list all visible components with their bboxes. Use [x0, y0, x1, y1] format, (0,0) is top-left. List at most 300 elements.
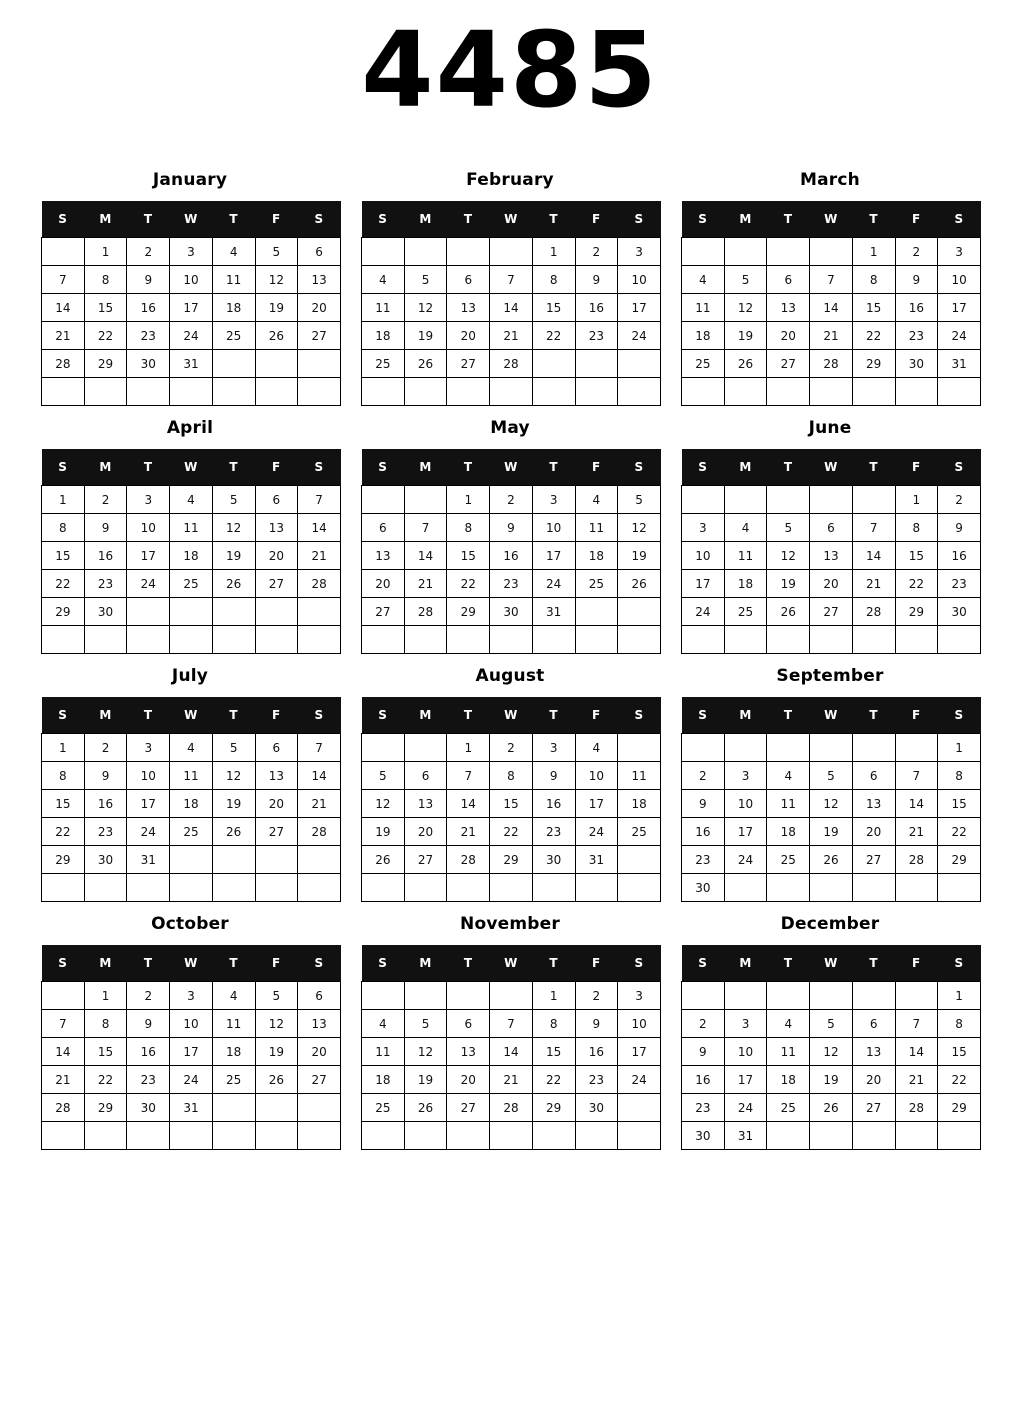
day-cell[interactable]: 26: [810, 1094, 853, 1122]
day-cell[interactable]: 19: [404, 322, 447, 350]
day-cell[interactable]: 11: [767, 790, 810, 818]
day-cell[interactable]: 20: [298, 294, 341, 322]
day-cell[interactable]: 16: [938, 542, 981, 570]
day-cell[interactable]: 6: [810, 514, 853, 542]
day-cell[interactable]: 19: [618, 542, 661, 570]
day-cell[interactable]: 6: [852, 1010, 895, 1038]
day-cell[interactable]: 7: [895, 1010, 938, 1038]
day-cell[interactable]: 31: [532, 598, 575, 626]
day-cell[interactable]: 18: [212, 294, 255, 322]
day-cell[interactable]: 21: [298, 790, 341, 818]
day-cell[interactable]: 13: [298, 1010, 341, 1038]
day-cell[interactable]: 1: [938, 982, 981, 1010]
day-cell[interactable]: 11: [362, 1038, 405, 1066]
day-cell[interactable]: 23: [490, 570, 533, 598]
day-cell[interactable]: 22: [532, 322, 575, 350]
day-cell[interactable]: 25: [170, 818, 213, 846]
day-cell[interactable]: 31: [938, 350, 981, 378]
day-cell[interactable]: 31: [575, 846, 618, 874]
day-cell[interactable]: 28: [490, 350, 533, 378]
day-cell[interactable]: 17: [170, 1038, 213, 1066]
day-cell[interactable]: 12: [255, 1010, 298, 1038]
day-cell[interactable]: 26: [212, 570, 255, 598]
day-cell[interactable]: 22: [938, 818, 981, 846]
day-cell[interactable]: 13: [767, 294, 810, 322]
day-cell[interactable]: 26: [810, 846, 853, 874]
day-cell[interactable]: 13: [447, 294, 490, 322]
day-cell[interactable]: 11: [724, 542, 767, 570]
day-cell[interactable]: 21: [895, 818, 938, 846]
day-cell[interactable]: 28: [42, 1094, 85, 1122]
day-cell[interactable]: 12: [404, 294, 447, 322]
day-cell[interactable]: 23: [84, 818, 127, 846]
day-cell[interactable]: 18: [682, 322, 725, 350]
day-cell[interactable]: 22: [852, 322, 895, 350]
day-cell[interactable]: 12: [404, 1038, 447, 1066]
day-cell[interactable]: 9: [682, 1038, 725, 1066]
day-cell[interactable]: 18: [170, 790, 213, 818]
day-cell[interactable]: 10: [127, 514, 170, 542]
day-cell[interactable]: 10: [127, 762, 170, 790]
day-cell[interactable]: 15: [532, 1038, 575, 1066]
day-cell[interactable]: 28: [852, 598, 895, 626]
day-cell[interactable]: 5: [404, 266, 447, 294]
day-cell[interactable]: 22: [490, 818, 533, 846]
day-cell[interactable]: 8: [84, 266, 127, 294]
day-cell[interactable]: 9: [490, 514, 533, 542]
day-cell[interactable]: 26: [212, 818, 255, 846]
day-cell[interactable]: 2: [895, 238, 938, 266]
day-cell[interactable]: 14: [852, 542, 895, 570]
day-cell[interactable]: 27: [852, 846, 895, 874]
day-cell[interactable]: 6: [404, 762, 447, 790]
day-cell[interactable]: 11: [575, 514, 618, 542]
day-cell[interactable]: 3: [682, 514, 725, 542]
day-cell[interactable]: 11: [170, 514, 213, 542]
day-cell[interactable]: 13: [255, 762, 298, 790]
day-cell[interactable]: 26: [362, 846, 405, 874]
day-cell[interactable]: 30: [127, 1094, 170, 1122]
day-cell[interactable]: 17: [724, 1066, 767, 1094]
day-cell[interactable]: 19: [724, 322, 767, 350]
day-cell[interactable]: 16: [127, 294, 170, 322]
day-cell[interactable]: 15: [852, 294, 895, 322]
day-cell[interactable]: 5: [212, 734, 255, 762]
day-cell[interactable]: 5: [212, 486, 255, 514]
day-cell[interactable]: 7: [298, 734, 341, 762]
day-cell[interactable]: 4: [767, 1010, 810, 1038]
day-cell[interactable]: 29: [532, 1094, 575, 1122]
day-cell[interactable]: 25: [767, 846, 810, 874]
day-cell[interactable]: 30: [682, 874, 725, 902]
day-cell[interactable]: 23: [575, 322, 618, 350]
day-cell[interactable]: 20: [447, 322, 490, 350]
day-cell[interactable]: 26: [255, 322, 298, 350]
day-cell[interactable]: 22: [895, 570, 938, 598]
day-cell[interactable]: 30: [490, 598, 533, 626]
day-cell[interactable]: 18: [362, 1066, 405, 1094]
day-cell[interactable]: 1: [42, 486, 85, 514]
day-cell[interactable]: 4: [212, 982, 255, 1010]
day-cell[interactable]: 29: [42, 598, 85, 626]
day-cell[interactable]: 4: [170, 486, 213, 514]
day-cell[interactable]: 2: [490, 734, 533, 762]
day-cell[interactable]: 20: [255, 542, 298, 570]
day-cell[interactable]: 10: [575, 762, 618, 790]
day-cell[interactable]: 10: [938, 266, 981, 294]
day-cell[interactable]: 23: [895, 322, 938, 350]
day-cell[interactable]: 8: [895, 514, 938, 542]
day-cell[interactable]: 4: [682, 266, 725, 294]
day-cell[interactable]: 18: [724, 570, 767, 598]
day-cell[interactable]: 25: [170, 570, 213, 598]
day-cell[interactable]: 20: [852, 1066, 895, 1094]
day-cell[interactable]: 9: [682, 790, 725, 818]
day-cell[interactable]: 15: [42, 542, 85, 570]
day-cell[interactable]: 30: [532, 846, 575, 874]
day-cell[interactable]: 18: [362, 322, 405, 350]
day-cell[interactable]: 2: [127, 238, 170, 266]
day-cell[interactable]: 24: [170, 1066, 213, 1094]
day-cell[interactable]: 20: [767, 322, 810, 350]
day-cell[interactable]: 6: [852, 762, 895, 790]
day-cell[interactable]: 9: [84, 514, 127, 542]
day-cell[interactable]: 5: [255, 238, 298, 266]
day-cell[interactable]: 4: [170, 734, 213, 762]
day-cell[interactable]: 14: [895, 790, 938, 818]
day-cell[interactable]: 19: [212, 542, 255, 570]
day-cell[interactable]: 25: [212, 322, 255, 350]
day-cell[interactable]: 30: [84, 598, 127, 626]
day-cell[interactable]: 12: [810, 1038, 853, 1066]
day-cell[interactable]: 17: [682, 570, 725, 598]
day-cell[interactable]: 31: [170, 1094, 213, 1122]
day-cell[interactable]: 9: [575, 1010, 618, 1038]
day-cell[interactable]: 14: [42, 1038, 85, 1066]
day-cell[interactable]: 24: [724, 1094, 767, 1122]
day-cell[interactable]: 6: [255, 486, 298, 514]
day-cell[interactable]: 14: [895, 1038, 938, 1066]
day-cell[interactable]: 5: [767, 514, 810, 542]
day-cell[interactable]: 20: [298, 1038, 341, 1066]
day-cell[interactable]: 24: [724, 846, 767, 874]
day-cell[interactable]: 18: [618, 790, 661, 818]
day-cell[interactable]: 28: [490, 1094, 533, 1122]
day-cell[interactable]: 10: [618, 266, 661, 294]
day-cell[interactable]: 6: [447, 1010, 490, 1038]
day-cell[interactable]: 29: [938, 846, 981, 874]
day-cell[interactable]: 25: [362, 350, 405, 378]
day-cell[interactable]: 12: [212, 514, 255, 542]
day-cell[interactable]: 29: [852, 350, 895, 378]
day-cell[interactable]: 13: [298, 266, 341, 294]
day-cell[interactable]: 22: [84, 322, 127, 350]
day-cell[interactable]: 16: [127, 1038, 170, 1066]
day-cell[interactable]: 29: [938, 1094, 981, 1122]
day-cell[interactable]: 9: [938, 514, 981, 542]
day-cell[interactable]: 16: [575, 294, 618, 322]
day-cell[interactable]: 1: [532, 238, 575, 266]
day-cell[interactable]: 19: [810, 818, 853, 846]
day-cell[interactable]: 27: [362, 598, 405, 626]
day-cell[interactable]: 26: [618, 570, 661, 598]
day-cell[interactable]: 2: [682, 762, 725, 790]
day-cell[interactable]: 18: [170, 542, 213, 570]
day-cell[interactable]: 21: [490, 322, 533, 350]
day-cell[interactable]: 19: [255, 1038, 298, 1066]
day-cell[interactable]: 14: [298, 514, 341, 542]
day-cell[interactable]: 1: [447, 486, 490, 514]
day-cell[interactable]: 29: [84, 350, 127, 378]
day-cell[interactable]: 14: [490, 294, 533, 322]
day-cell[interactable]: 17: [170, 294, 213, 322]
day-cell[interactable]: 28: [404, 598, 447, 626]
day-cell[interactable]: 28: [447, 846, 490, 874]
day-cell[interactable]: 2: [575, 238, 618, 266]
day-cell[interactable]: 7: [298, 486, 341, 514]
day-cell[interactable]: 7: [895, 762, 938, 790]
day-cell[interactable]: 5: [404, 1010, 447, 1038]
day-cell[interactable]: 18: [767, 1066, 810, 1094]
day-cell[interactable]: 17: [127, 790, 170, 818]
day-cell[interactable]: 4: [362, 266, 405, 294]
day-cell[interactable]: 27: [298, 1066, 341, 1094]
day-cell[interactable]: 14: [298, 762, 341, 790]
day-cell[interactable]: 9: [895, 266, 938, 294]
day-cell[interactable]: 26: [255, 1066, 298, 1094]
day-cell[interactable]: 2: [490, 486, 533, 514]
day-cell[interactable]: 1: [938, 734, 981, 762]
day-cell[interactable]: 8: [447, 514, 490, 542]
day-cell[interactable]: 27: [447, 1094, 490, 1122]
day-cell[interactable]: 13: [852, 790, 895, 818]
day-cell[interactable]: 5: [255, 982, 298, 1010]
day-cell[interactable]: 23: [127, 322, 170, 350]
day-cell[interactable]: 24: [127, 570, 170, 598]
day-cell[interactable]: 21: [42, 322, 85, 350]
day-cell[interactable]: 19: [212, 790, 255, 818]
day-cell[interactable]: 2: [84, 734, 127, 762]
day-cell[interactable]: 2: [84, 486, 127, 514]
day-cell[interactable]: 29: [42, 846, 85, 874]
day-cell[interactable]: 16: [84, 542, 127, 570]
day-cell[interactable]: 24: [170, 322, 213, 350]
day-cell[interactable]: 18: [212, 1038, 255, 1066]
day-cell[interactable]: 10: [682, 542, 725, 570]
day-cell[interactable]: 5: [362, 762, 405, 790]
day-cell[interactable]: 3: [532, 734, 575, 762]
day-cell[interactable]: 8: [42, 762, 85, 790]
day-cell[interactable]: 27: [767, 350, 810, 378]
day-cell[interactable]: 8: [42, 514, 85, 542]
day-cell[interactable]: 2: [938, 486, 981, 514]
day-cell[interactable]: 26: [767, 598, 810, 626]
day-cell[interactable]: 19: [810, 1066, 853, 1094]
day-cell[interactable]: 12: [810, 790, 853, 818]
day-cell[interactable]: 19: [767, 570, 810, 598]
day-cell[interactable]: 22: [84, 1066, 127, 1094]
day-cell[interactable]: 11: [212, 1010, 255, 1038]
day-cell[interactable]: 9: [127, 266, 170, 294]
day-cell[interactable]: 10: [532, 514, 575, 542]
day-cell[interactable]: 25: [767, 1094, 810, 1122]
day-cell[interactable]: 6: [767, 266, 810, 294]
day-cell[interactable]: 9: [532, 762, 575, 790]
day-cell[interactable]: 24: [575, 818, 618, 846]
day-cell[interactable]: 30: [938, 598, 981, 626]
day-cell[interactable]: 26: [724, 350, 767, 378]
day-cell[interactable]: 14: [404, 542, 447, 570]
day-cell[interactable]: 21: [895, 1066, 938, 1094]
day-cell[interactable]: 3: [618, 982, 661, 1010]
day-cell[interactable]: 11: [212, 266, 255, 294]
day-cell[interactable]: 28: [810, 350, 853, 378]
day-cell[interactable]: 20: [447, 1066, 490, 1094]
day-cell[interactable]: 31: [170, 350, 213, 378]
day-cell[interactable]: 31: [127, 846, 170, 874]
day-cell[interactable]: 16: [575, 1038, 618, 1066]
day-cell[interactable]: 23: [682, 846, 725, 874]
day-cell[interactable]: 28: [895, 846, 938, 874]
day-cell[interactable]: 3: [724, 762, 767, 790]
day-cell[interactable]: 26: [404, 1094, 447, 1122]
day-cell[interactable]: 3: [170, 238, 213, 266]
day-cell[interactable]: 1: [852, 238, 895, 266]
day-cell[interactable]: 12: [362, 790, 405, 818]
day-cell[interactable]: 11: [362, 294, 405, 322]
day-cell[interactable]: 1: [42, 734, 85, 762]
day-cell[interactable]: 27: [852, 1094, 895, 1122]
day-cell[interactable]: 17: [127, 542, 170, 570]
day-cell[interactable]: 9: [575, 266, 618, 294]
day-cell[interactable]: 4: [575, 486, 618, 514]
day-cell[interactable]: 12: [618, 514, 661, 542]
day-cell[interactable]: 3: [127, 734, 170, 762]
day-cell[interactable]: 24: [682, 598, 725, 626]
day-cell[interactable]: 21: [298, 542, 341, 570]
day-cell[interactable]: 22: [938, 1066, 981, 1094]
day-cell[interactable]: 10: [724, 1038, 767, 1066]
day-cell[interactable]: 6: [447, 266, 490, 294]
day-cell[interactable]: 13: [404, 790, 447, 818]
day-cell[interactable]: 17: [618, 294, 661, 322]
day-cell[interactable]: 29: [84, 1094, 127, 1122]
day-cell[interactable]: 28: [298, 818, 341, 846]
day-cell[interactable]: 24: [938, 322, 981, 350]
day-cell[interactable]: 6: [362, 514, 405, 542]
day-cell[interactable]: 18: [575, 542, 618, 570]
day-cell[interactable]: 28: [298, 570, 341, 598]
day-cell[interactable]: 30: [84, 846, 127, 874]
day-cell[interactable]: 1: [84, 238, 127, 266]
day-cell[interactable]: 30: [895, 350, 938, 378]
day-cell[interactable]: 9: [127, 1010, 170, 1038]
day-cell[interactable]: 22: [42, 818, 85, 846]
day-cell[interactable]: 7: [404, 514, 447, 542]
day-cell[interactable]: 3: [938, 238, 981, 266]
day-cell[interactable]: 30: [682, 1122, 725, 1150]
day-cell[interactable]: 15: [938, 790, 981, 818]
day-cell[interactable]: 19: [362, 818, 405, 846]
day-cell[interactable]: 1: [895, 486, 938, 514]
day-cell[interactable]: 15: [42, 790, 85, 818]
day-cell[interactable]: 21: [810, 322, 853, 350]
day-cell[interactable]: 15: [532, 294, 575, 322]
day-cell[interactable]: 3: [127, 486, 170, 514]
day-cell[interactable]: 15: [895, 542, 938, 570]
day-cell[interactable]: 10: [170, 266, 213, 294]
day-cell[interactable]: 7: [852, 514, 895, 542]
day-cell[interactable]: 24: [532, 570, 575, 598]
day-cell[interactable]: 23: [532, 818, 575, 846]
day-cell[interactable]: 27: [404, 846, 447, 874]
day-cell[interactable]: 28: [895, 1094, 938, 1122]
day-cell[interactable]: 5: [810, 762, 853, 790]
day-cell[interactable]: 29: [895, 598, 938, 626]
day-cell[interactable]: 18: [767, 818, 810, 846]
day-cell[interactable]: 3: [532, 486, 575, 514]
day-cell[interactable]: 20: [852, 818, 895, 846]
day-cell[interactable]: 8: [84, 1010, 127, 1038]
day-cell[interactable]: 8: [852, 266, 895, 294]
day-cell[interactable]: 11: [170, 762, 213, 790]
day-cell[interactable]: 7: [42, 266, 85, 294]
day-cell[interactable]: 25: [618, 818, 661, 846]
day-cell[interactable]: 6: [298, 982, 341, 1010]
day-cell[interactable]: 2: [575, 982, 618, 1010]
day-cell[interactable]: 9: [84, 762, 127, 790]
day-cell[interactable]: 17: [724, 818, 767, 846]
day-cell[interactable]: 4: [767, 762, 810, 790]
day-cell[interactable]: 8: [532, 1010, 575, 1038]
day-cell[interactable]: 15: [490, 790, 533, 818]
day-cell[interactable]: 22: [42, 570, 85, 598]
day-cell[interactable]: 30: [127, 350, 170, 378]
day-cell[interactable]: 12: [724, 294, 767, 322]
day-cell[interactable]: 12: [212, 762, 255, 790]
day-cell[interactable]: 16: [682, 818, 725, 846]
day-cell[interactable]: 22: [447, 570, 490, 598]
day-cell[interactable]: 20: [404, 818, 447, 846]
day-cell[interactable]: 8: [532, 266, 575, 294]
day-cell[interactable]: 11: [618, 762, 661, 790]
day-cell[interactable]: 8: [490, 762, 533, 790]
day-cell[interactable]: 21: [852, 570, 895, 598]
day-cell[interactable]: 20: [810, 570, 853, 598]
day-cell[interactable]: 25: [682, 350, 725, 378]
day-cell[interactable]: 7: [447, 762, 490, 790]
day-cell[interactable]: 17: [532, 542, 575, 570]
day-cell[interactable]: 1: [532, 982, 575, 1010]
day-cell[interactable]: 8: [938, 1010, 981, 1038]
day-cell[interactable]: 7: [810, 266, 853, 294]
day-cell[interactable]: 2: [127, 982, 170, 1010]
day-cell[interactable]: 25: [575, 570, 618, 598]
day-cell[interactable]: 24: [618, 322, 661, 350]
day-cell[interactable]: 21: [447, 818, 490, 846]
day-cell[interactable]: 7: [490, 266, 533, 294]
day-cell[interactable]: 27: [255, 570, 298, 598]
day-cell[interactable]: 5: [810, 1010, 853, 1038]
day-cell[interactable]: 14: [447, 790, 490, 818]
day-cell[interactable]: 21: [404, 570, 447, 598]
day-cell[interactable]: 13: [255, 514, 298, 542]
day-cell[interactable]: 6: [255, 734, 298, 762]
day-cell[interactable]: 5: [618, 486, 661, 514]
day-cell[interactable]: 11: [682, 294, 725, 322]
day-cell[interactable]: 1: [84, 982, 127, 1010]
day-cell[interactable]: 15: [938, 1038, 981, 1066]
